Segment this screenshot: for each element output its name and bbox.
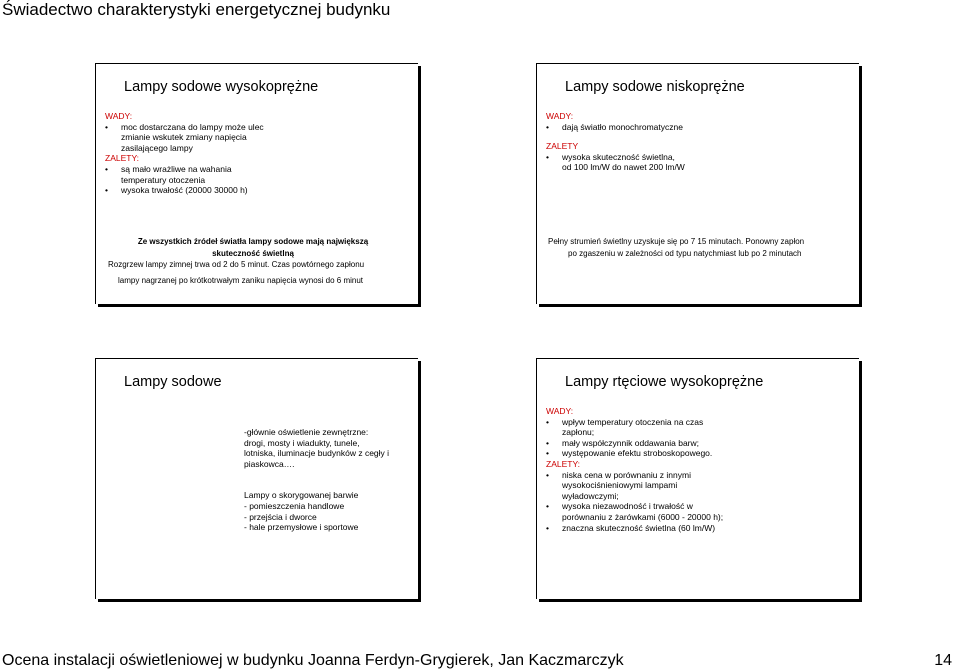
note-bold-line: Ze wszystkich źródeł światła lampy sodowe mają największą	[137, 237, 369, 246]
note-line: lampy nagrzanej po krótkotrwałym zaniku napięcia wynosi do 6 minut	[118, 275, 364, 285]
wady-label: WADY:	[546, 111, 574, 121]
note-low-pressure	[548, 236, 928, 259]
list-item: • dają światło monochromatyczne	[546, 122, 846, 133]
list-item: • znaczna skuteczność świetlna (60 lm/W)	[546, 523, 851, 534]
slide-body	[105, 111, 405, 196]
list-item: • moc dostarczana do lampy może ulec zmianie wskutek zmiany napięcia zasilającego lampy	[105, 122, 405, 154]
slide-mercury-lamps	[536, 358, 859, 599]
text-line: - hale przemysłowe i sportowe	[244, 522, 359, 533]
list-item: • mały współczynnik oddawania barw;	[546, 438, 851, 449]
slide-title: Lampy rtęciowe wysokoprężne	[565, 374, 764, 390]
list-item: • niska cena w porównaniu z innymi wysokociśnieniowymi lampami wyładowczymi;	[546, 470, 851, 502]
list-item: • wysoka trwałość (20000 30000 h)	[105, 185, 405, 196]
page-footer: Ocena instalacji oświetleniowej w budynku Joanna Ferdyn-Grygierek, Jan Kaczmarczyk	[2, 652, 624, 669]
slide-body	[546, 406, 851, 533]
slide-body	[546, 111, 846, 173]
list-item: • wpływ temperatury otoczenia na czas zapłonu;	[546, 417, 851, 438]
slide-title: Lampy sodowe wysokoprężne	[124, 79, 319, 95]
note-line: Rozgrzew lampy zimnej trwa od 2 do 5 minut. Czas powtórnego zapłonu	[108, 260, 365, 269]
list-item: • wysoka niezawodność i trwałość w porównaniu z żarówkami (6000 - 20000 h);	[546, 501, 851, 522]
text-line: - przejścia i dworce	[244, 511, 317, 522]
note-bold-line: skuteczność świetlną	[212, 248, 294, 258]
slide-title: Lampy sodowe niskoprężne	[565, 79, 745, 95]
list-item: • występowanie efektu stroboskopowego.	[546, 448, 851, 459]
text-line: -głównie oświetlenie zewnętrzne:	[244, 427, 369, 437]
page-number: 14	[934, 652, 952, 669]
note-line: po zgaszeniu w zależności od typu natychmiast lub po 2 minutach	[568, 248, 802, 258]
text-line: Lampy o skorygowanej barwie	[244, 490, 359, 501]
text-line: piaskowca….	[244, 458, 295, 469]
page-header: Świadectwo charakterystyki energetycznej budynku	[2, 0, 391, 19]
zalety-label: ZALETY	[546, 141, 579, 152]
note-line: Pełny strumień świetlny uzyskuje się po 7 15 minutach. Ponowny zapłon	[548, 237, 805, 246]
zalety-label: ZALETY:	[546, 458, 581, 469]
text-line: lotniska, iluminacje budynków z cegły i	[244, 448, 390, 459]
slide-body	[244, 427, 414, 533]
slide-title: Lampy sodowe	[124, 374, 222, 390]
list-item: • wysoka skuteczność świetlna, od 100 lm/W do nawet 200 lm/W	[546, 152, 846, 173]
text-line: - pomieszczenia handlowe	[244, 500, 345, 511]
list-item: • są mało wrażliwe na wahania temperatury otoczenia	[105, 164, 405, 185]
slide-low-pressure-sodium	[536, 63, 859, 304]
zalety-label: ZALETY:	[105, 153, 140, 164]
note-sodium	[108, 236, 418, 286]
wady-label: WADY:	[105, 111, 133, 121]
text-line: drogi, mosty i wiadukty, tunele,	[244, 437, 360, 448]
wady-label: WADY:	[546, 406, 574, 416]
slide-sodium-lamps	[95, 358, 418, 599]
